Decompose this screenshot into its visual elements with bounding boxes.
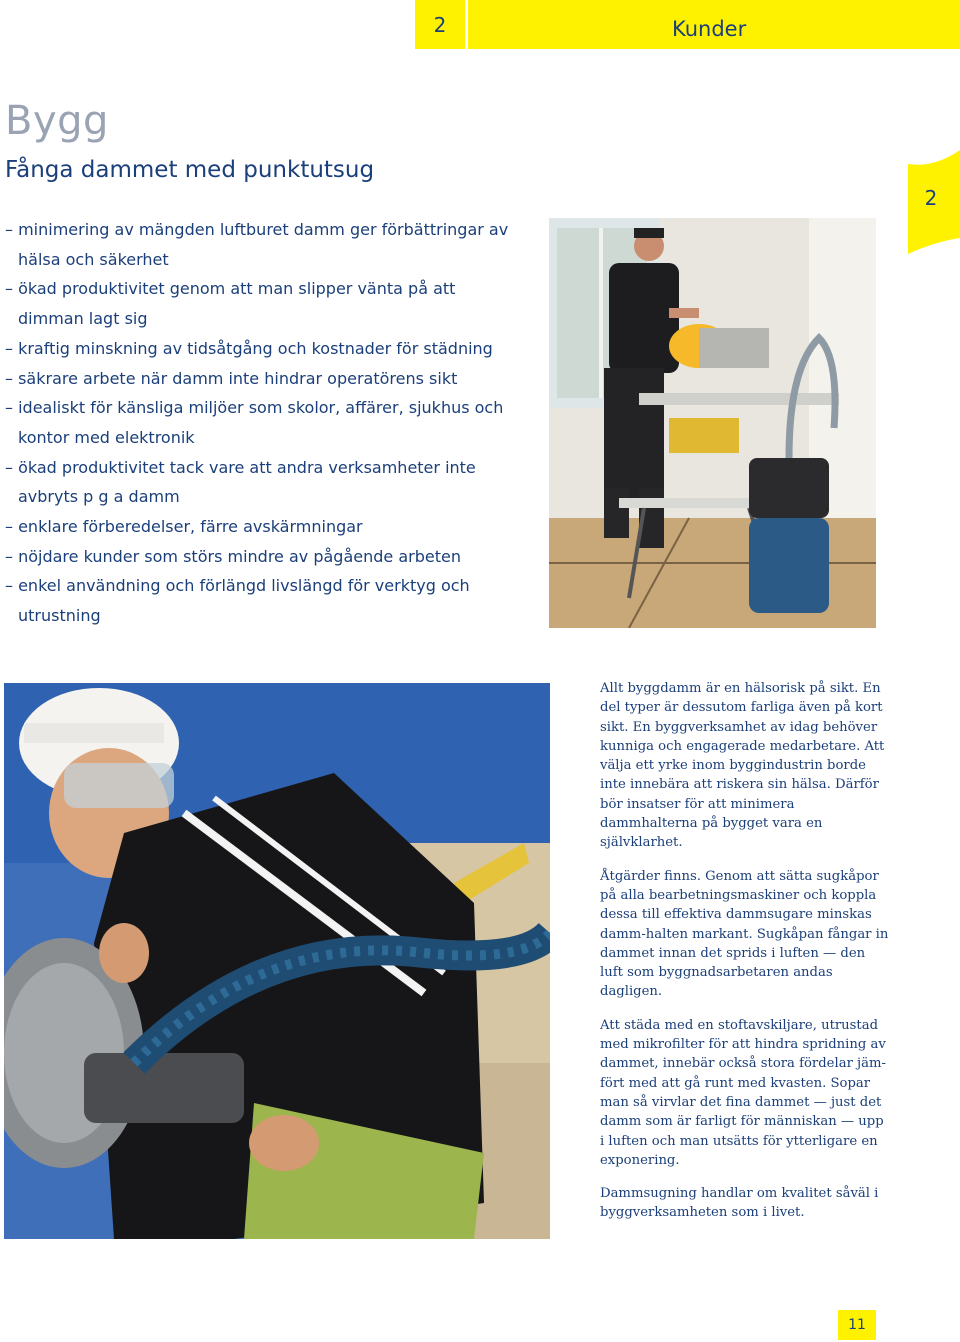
benefits-list — [5, 215, 525, 631]
photo-grinder-worker — [4, 683, 550, 1239]
paragraph: Att städa med en stoftavskiljare, utrustad med mikrofilter för att hindra spridning av dammet, innebär också stora fördelar jäm-fört med att gå runt med kvasten. Sopar man så virvlar det fina dammet — just det damm som är farligt för människan — upp i luften och man utsätts för ytterligare en exponering. — [600, 1017, 886, 1168]
list-item: – nöjdare kunder som störs mindre av pågående arbeten — [5, 546, 461, 566]
chapter-title: Kunder — [672, 17, 747, 41]
side-tab-number: 2 — [924, 186, 938, 210]
photo-mitre-saw-worker — [549, 218, 876, 628]
paragraph: Åtgärder finns. Genom att sätta sugkåpor på alla bearbetningsmaskiner och koppla dessa till effektiva dammsugare minskas damm-halten markant. Sugkåpan fångar in dammet innan det sprids i luften — den luft som byggnadsarbetaren andas dagligen. — [600, 868, 889, 1000]
body-text — [600, 679, 890, 1237]
list-item: – säkrare arbete när damm inte hindrar operatörens sikt — [5, 368, 458, 388]
list-item: – kraftig minskning av tidsåtgång och kostnader för städning — [5, 338, 493, 358]
list-item: – ökad produktivitet tack vare att andra verksamheter inte avbryts p g a damm — [5, 457, 476, 507]
chapter-number: 2 — [433, 12, 447, 37]
list-item: – idealiskt för känsliga miljöer som skolor, affärer, sjukhus och kontor med elektronik — [5, 398, 504, 447]
list-item: – minimering av mängden luftburet damm ger förbättringar av hälsa och säkerhet — [5, 220, 509, 269]
paragraph: Dammsugning handlar om kvalitet såväl i byggverksamheten som i livet. — [600, 1186, 879, 1221]
list-item: – ökad produktivitet genom att man slipper vänta på att dimman lagt sig — [5, 279, 456, 329]
list-item: – enkel användning och förlängd livslängd för verktyg och utrustning — [5, 576, 470, 626]
paragraph: Allt byggdamm är en hälsorisk på sikt. En del typer är dessutom farliga även på kort sikt. En byggverksamhet av idag behöver kunniga och engagerade medarbetare. Att välja ett yrke inom byggindustrin borde inte innebära att riskera sin hälsa. Därför bör insatser för att minimera dammhalterna på bygget vara en självklarhet. — [600, 681, 885, 851]
list-item: – enklare förberedelser, färre avskärmningar — [5, 517, 363, 537]
chapter-number-box — [415, 0, 465, 49]
page-subheading: Fånga dammet med punktutsug — [5, 157, 375, 183]
page-heading: Bygg — [5, 98, 109, 144]
page-number — [838, 1310, 876, 1340]
page-number-label: 11 — [848, 1317, 866, 1333]
